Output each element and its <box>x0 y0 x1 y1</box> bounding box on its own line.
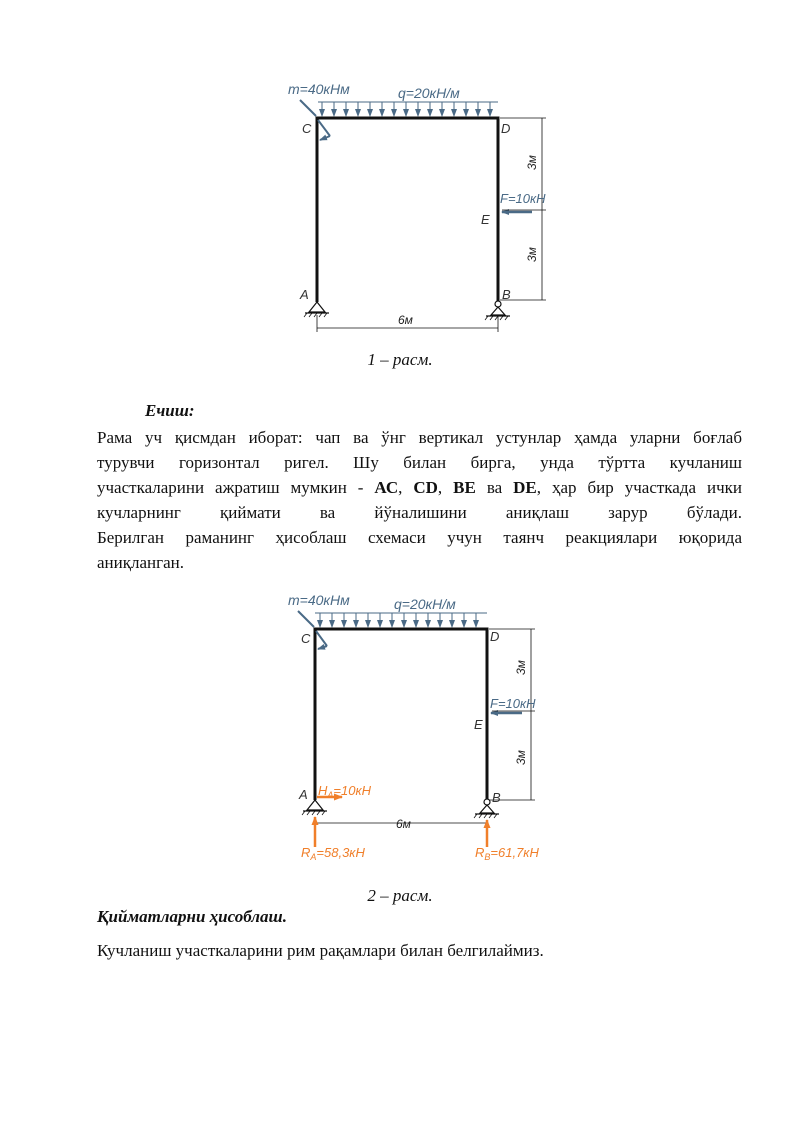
paragraph-line: аниқланган. <box>97 553 184 572</box>
reaction-ra-subscript: A <box>310 852 317 862</box>
dimension-label-top: 3м <box>525 155 539 170</box>
closing-paragraph: Кучланиш участкаларини рим рақамлари билан белгилаймиз. <box>97 941 544 960</box>
reaction-rb-symbol: R <box>475 845 485 860</box>
segment-be: BE <box>453 478 476 497</box>
load-label: q=20кН/м <box>394 596 456 612</box>
dimension-label-width: 6м <box>396 817 411 831</box>
reaction-ha-symbol: H <box>318 783 328 798</box>
dimension-label-bottom: 3м <box>514 750 528 765</box>
node-label-c: C <box>302 121 312 136</box>
reaction-ra-label <box>301 845 365 862</box>
support-a <box>304 302 329 317</box>
distributed-load <box>318 102 498 116</box>
load-label: q=20кН/м <box>398 85 460 101</box>
reaction-ha-value: =10кН <box>333 783 371 798</box>
node-label-d: D <box>490 629 500 644</box>
support-a <box>302 800 327 815</box>
solution-heading: Ечиш: <box>145 401 195 420</box>
reaction-rb-subscript: B <box>484 852 491 862</box>
moment-label: m=40кНм <box>288 592 350 608</box>
dimension-label-bottom: 3м <box>525 247 539 262</box>
text-fragment: ва <box>475 478 514 497</box>
frame <box>317 118 498 302</box>
figure-2-caption: 2 – расм. <box>367 886 433 905</box>
paragraph-line: Берилган раманинг ҳисоблаш схемаси учун таянч реакциялари юқорида <box>97 528 742 547</box>
frame-diagram-1 <box>270 70 570 340</box>
dimension-label-top: 3м <box>514 660 528 675</box>
paragraph-line <box>97 475 742 500</box>
node-label-c: C <box>301 631 311 646</box>
moment-label: m=40кНм <box>288 81 350 97</box>
text-fragment: , <box>437 478 454 497</box>
node-label-b: B <box>502 287 511 302</box>
reaction-rb-label <box>475 845 539 862</box>
figure-1 <box>270 70 570 340</box>
node-label-a: A <box>300 287 309 302</box>
paragraph-line: турувчи горизонтал ригел. Шу билан бирга, унда тўртта кучланиш <box>97 453 742 472</box>
node-label-b: B <box>492 790 501 805</box>
node-label-d: D <box>501 121 511 136</box>
segment-cd: CD <box>413 478 438 497</box>
segment-de: DE <box>513 478 537 497</box>
reaction-ra-value: =58,3кН <box>316 845 365 860</box>
frame-diagram-2 <box>270 585 570 870</box>
dimension-vertical <box>489 629 535 800</box>
paragraph-line: Рама уч қисмдан иборат: чап ва ўнг вертикал устунлар ҳамда уларни боғлаб <box>97 428 742 447</box>
node-label-e: E <box>474 717 483 732</box>
segment-ac: АС <box>374 478 399 497</box>
reaction-ha-label <box>318 783 372 800</box>
reaction-rb-value: =61,7кН <box>490 845 539 860</box>
reaction-ha-subscript: A <box>327 790 334 800</box>
force-label: F=10кН <box>490 696 536 711</box>
dimension-label-width: 6м <box>398 313 413 327</box>
values-heading: Қийматларни ҳисоблаш. <box>97 907 287 926</box>
dimension-vertical <box>500 118 546 300</box>
frame <box>315 629 487 800</box>
force-label: F=10кН <box>500 191 546 206</box>
support-b <box>485 301 510 320</box>
node-label-a: A <box>299 787 308 802</box>
solution-paragraph <box>97 425 742 575</box>
text-fragment: участкаларини ажратиш мумкин - <box>97 478 375 497</box>
distributed-load <box>315 613 487 627</box>
text-fragment: , <box>398 478 414 497</box>
node-label-e: E <box>481 212 490 227</box>
figure-1-caption: 1 – расм. <box>367 350 433 369</box>
figure-2 <box>270 585 570 870</box>
text-fragment: , ҳар бир участкада ички <box>536 478 743 497</box>
paragraph-line: кучларнинг қиймати ва йўналишини аниқлаш зарур бўлади. <box>97 503 742 522</box>
reaction-ra-symbol: R <box>301 845 311 860</box>
